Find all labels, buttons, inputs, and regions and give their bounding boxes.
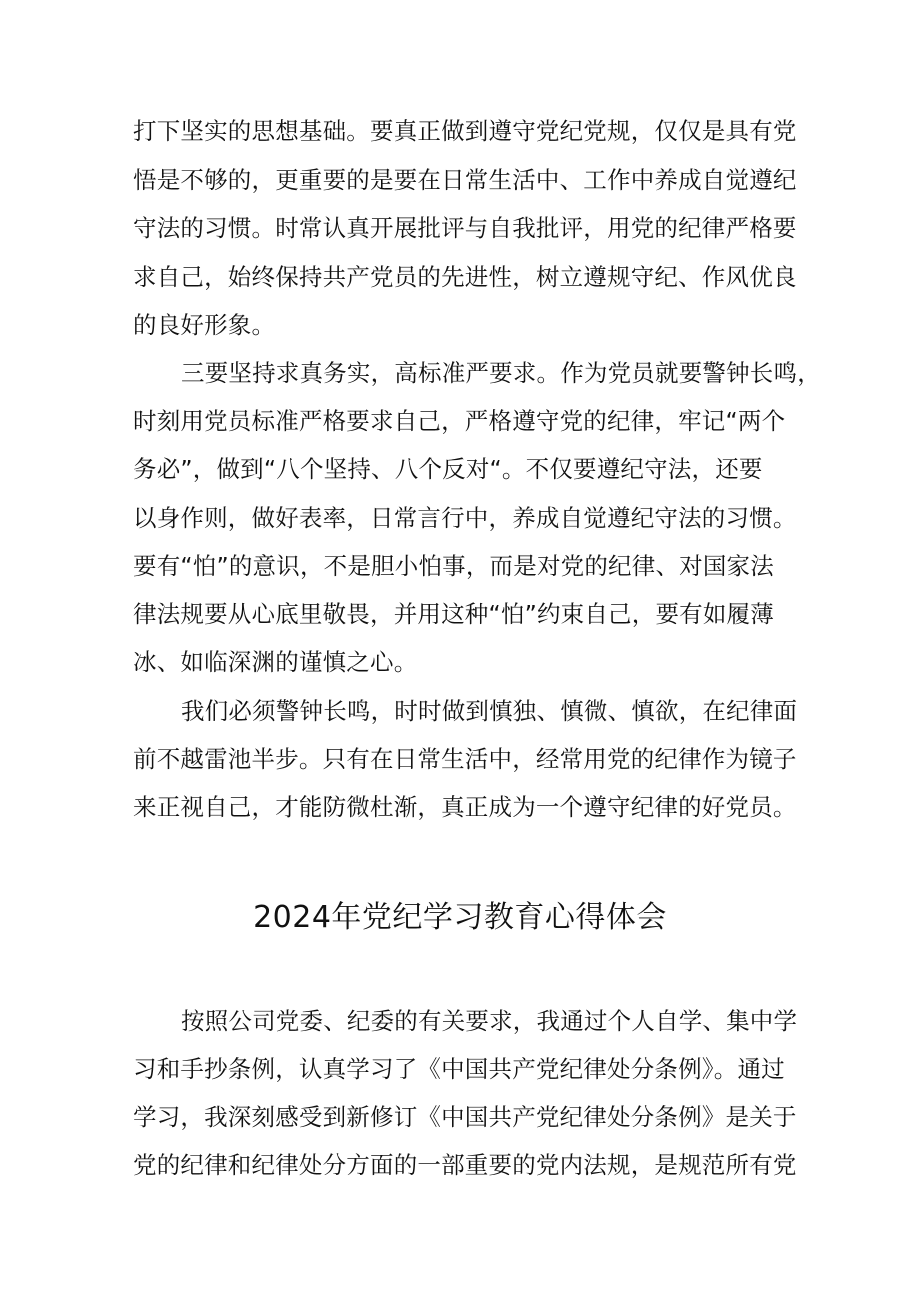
paragraph-line: 守法的习惯。时常认真开展批评与自我批评，用党的纪律严格要: [133, 214, 797, 242]
paragraph-line: 务必”，做到“八个坚持、八个反对“。不仅要遵纪守法，还要: [133, 455, 763, 483]
section-title: 2024年党纪学习教育心得体会: [253, 900, 667, 935]
paragraph-line: 按照公司党委、纪委的有关要求，我通过个人自学、集中学: [181, 1007, 798, 1035]
paragraph-line: 时刻用党员标准严格要求自己，严格遵守党的纪律，牢记“两个: [133, 407, 786, 435]
paragraph-line: 前不越雷池半步。只有在日常生活中，经常用党的纪律作为镜子: [133, 745, 797, 773]
paragraph-line: 我们必须警钟长鸣，时时做到慎独、慎微、慎欲，在纪律面: [181, 697, 798, 725]
paragraph-line: 律法规要从心底里敬畏，并用这种“怕”约束自己，要有如履薄: [133, 600, 774, 628]
paragraph-line: 悟是不够的，更重要的是要在日常生活中、工作中养成自觉遵纪: [133, 166, 797, 194]
paragraph-line: 以身作则，做好表率，日常言行中，养成自觉遵纪守法的习惯。: [133, 504, 797, 532]
paragraph-line: 的良好形象。: [133, 311, 276, 339]
paragraph-line: 冰、如临深渊的谨慎之心。: [133, 648, 418, 676]
paragraph-line: 求自己，始终保持共产党员的先进性，树立遵规守纪、作风优良: [133, 263, 797, 291]
paragraph-line: 来正视自己，才能防微杜渐，真正成为一个遵守纪律的好党员。: [133, 793, 797, 821]
paragraph-line: 要有“怕”的意识，不是胆小怕事，而是对党的纪律、对国家法: [133, 552, 774, 580]
paragraph-line: 三要坚持求真务实，高标准严要求。作为党员就要警钟长鸣，: [181, 359, 821, 387]
paragraph-line: 习和手抄条例，认真学习了《中国共产党纪律处分条例》。通过: [133, 1055, 785, 1083]
paragraph-line: 打下坚实的思想基础。要真正做到遵守党纪党规，仅仅是具有党: [133, 117, 797, 145]
paragraph-line: 党的纪律和纪律处分方面的一部重要的党内法规，是规范所有党: [133, 1151, 797, 1179]
paragraph-line: 学习，我深刻感受到新修订《中国共产党纪律处分条例》是关于: [133, 1103, 797, 1131]
